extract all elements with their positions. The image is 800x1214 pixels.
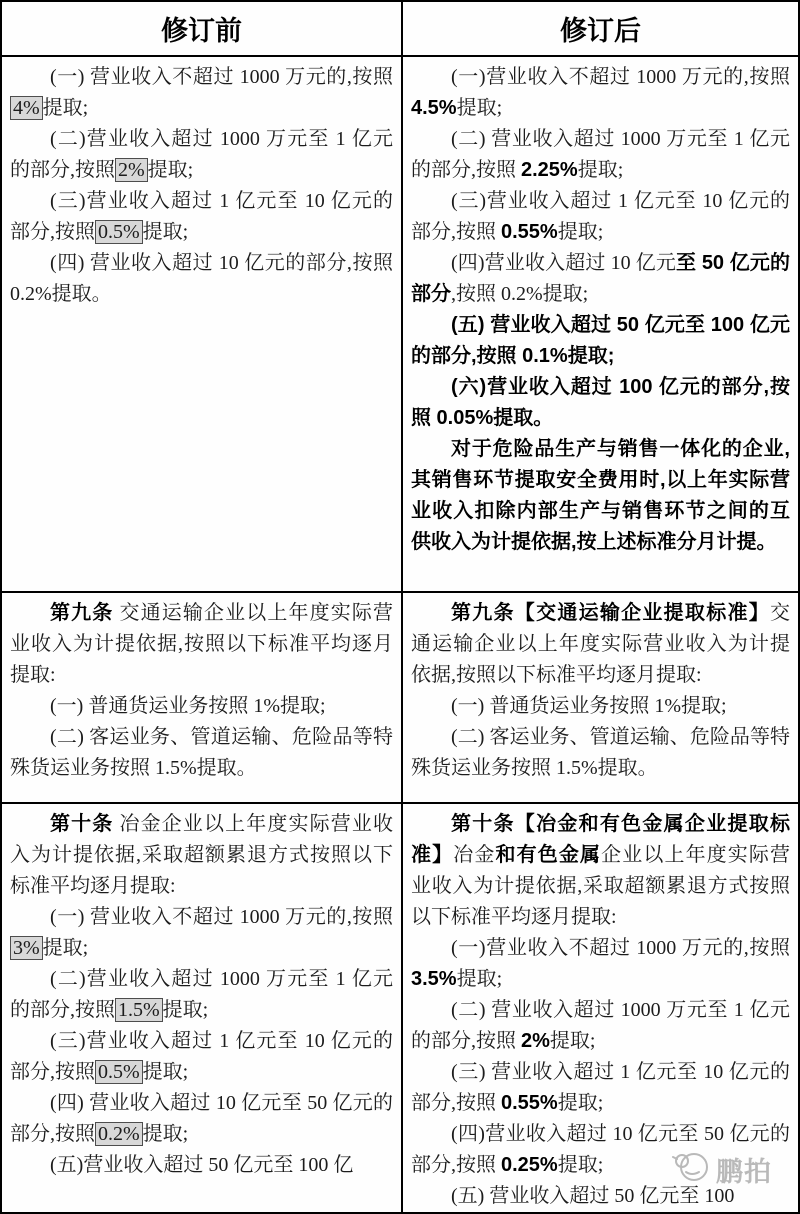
bold-revised-text: 0.25% xyxy=(501,1154,558,1176)
body-text: (二) 客运业务、管道运输、危险品等特殊货运业务按照 1.5%提取。 xyxy=(411,726,790,779)
bold-revised-text: 0.55% xyxy=(501,1092,558,1114)
body-text: (一)营业收入不超过 1000 万元的,按照 xyxy=(451,66,790,88)
column-header-before-label: 修订前 xyxy=(161,16,242,46)
body-text: (一)营业收入不超过 1000 万元的,按照 xyxy=(451,937,790,959)
body-text: 冶金企业以上年度实际营业收入为计提依据,采取超额累退方式按照以下标准平均逐月提取: xyxy=(10,813,393,897)
paragraph xyxy=(411,809,790,933)
cell-after-article10-metallurgy xyxy=(403,804,798,1212)
bold-revised-text: 对于危险品生产与销售一体化的企业,其销售环节提取安全费用时,以上年实际营业收入扣除内部生产与销售环节之间的互供收入为计提依据,按上述标准分月计提。 xyxy=(411,438,790,553)
body-text: 提取; xyxy=(162,999,209,1021)
column-header-after-label: 修订后 xyxy=(560,16,641,46)
paragraph xyxy=(411,691,790,722)
paragraph xyxy=(10,691,393,722)
body-text: 提取; xyxy=(147,159,194,181)
highlighted-rate-value: 0.2% xyxy=(98,1123,140,1145)
paragraph xyxy=(10,62,393,124)
paragraph xyxy=(411,1181,790,1212)
bold-revised-text: (五) 营业收入超过 50 亿元至 100 亿元的部分,按照 0.1%提取; xyxy=(411,314,790,367)
body-text: (二) 营业收入超过 1000 万元至 1 亿元的部分,按照 xyxy=(411,128,790,181)
body-text: 提取; xyxy=(456,968,503,990)
body-text: (三)营业收入超过 1 亿元至 10 亿元的部分,按照 xyxy=(411,190,790,243)
body-text: 提取; xyxy=(549,1030,596,1052)
paragraph xyxy=(10,964,393,1026)
paragraph xyxy=(10,902,393,964)
cell-before-article9-transport xyxy=(2,593,403,804)
paragraph xyxy=(411,1119,790,1181)
paragraph xyxy=(10,1026,393,1088)
paragraph xyxy=(10,1088,393,1150)
highlighted-rate-value: 4% xyxy=(13,97,40,119)
body-text: 提取; xyxy=(42,97,89,119)
bold-revised-text: 4.5% xyxy=(411,97,457,119)
highlighted-rate-value: 3% xyxy=(13,937,40,959)
bold-revised-text: 2% xyxy=(521,1030,550,1052)
bold-revised-text: 2.25% xyxy=(521,159,578,181)
bold-revised-text: (六)营业收入超过 100 亿元的部分,按照 0.05%提取。 xyxy=(411,376,790,429)
body-text: (三) 营业收入超过 1 亿元至 10 亿元的部分,按照 xyxy=(411,1061,790,1114)
paragraph xyxy=(411,62,790,124)
cell-before-article8-rates xyxy=(2,57,403,593)
body-text: 提取; xyxy=(557,221,604,243)
body-text: (四)营业收入超过 10 亿元 xyxy=(451,252,676,274)
paragraph xyxy=(10,598,393,691)
paragraph xyxy=(411,722,790,784)
body-text: 提取; xyxy=(42,937,89,959)
highlighted-rate-value: 0.5% xyxy=(98,221,140,243)
highlighted-rate-value: 1.5% xyxy=(118,999,160,1021)
paragraph xyxy=(411,933,790,995)
paragraph xyxy=(10,1150,393,1181)
body-text: (一) 营业收入不超过 1000 万元的,按照 xyxy=(50,66,393,88)
body-text: 提取; xyxy=(456,97,503,119)
paragraph xyxy=(411,372,790,434)
paragraph xyxy=(10,809,393,902)
paragraph xyxy=(411,248,790,310)
body-text: ,按照 0.2%提取; xyxy=(451,283,589,305)
body-text: (一) 普通货运业务按照 1%提取; xyxy=(50,695,326,717)
column-header-before xyxy=(2,2,403,57)
cell-after-article8-rates xyxy=(403,57,798,593)
body-text: 交通运输企业以上年度实际营业收入为计提依据,按照以下标准平均逐月提取: xyxy=(10,602,393,686)
bold-revised-text: 第九条【交通运输企业提取标准】 xyxy=(451,602,770,624)
body-text: (二) 营业收入超过 1000 万元至 1 亿元的部分,按照 xyxy=(411,999,790,1052)
bold-revised-text: 第十条 xyxy=(50,813,114,835)
column-header-after xyxy=(403,2,798,57)
highlighted-rate-value: 0.5% xyxy=(98,1061,140,1083)
body-text: 提取; xyxy=(577,159,624,181)
paragraph xyxy=(411,598,790,691)
body-text: 提取; xyxy=(142,1061,189,1083)
body-text: (三)营业收入超过 1 亿元至 10 亿元的部分,按照 xyxy=(10,1030,393,1083)
body-text: (四) 营业收入超过 10 亿元至 50 亿元的部分,按照 xyxy=(10,1092,393,1145)
body-text: 冶金 xyxy=(453,844,496,866)
body-text: 提取; xyxy=(557,1092,604,1114)
watermark-text: 鹏拍 xyxy=(716,1157,772,1187)
paragraph xyxy=(10,722,393,784)
bold-revised-text: 至 50 亿元的部分 xyxy=(411,252,791,305)
bold-revised-text: 第九条 xyxy=(50,602,114,624)
body-text: 提取; xyxy=(142,221,189,243)
body-text: 提取; xyxy=(142,1123,189,1145)
bold-revised-text: 0.55% xyxy=(501,221,558,243)
body-text: (四) 营业收入超过 10 亿元的部分,按照 0.2%提取。 xyxy=(10,252,393,305)
body-text: 企业以上年度实际营业收入为计提依据,采取超额累退方式按照以下标准平均逐月提取: xyxy=(411,844,791,928)
body-text: (一) 普通货运业务按照 1%提取; xyxy=(451,695,727,717)
paragraph xyxy=(411,310,790,372)
bold-revised-text: 3.5% xyxy=(411,968,457,990)
paragraph xyxy=(10,248,393,310)
cell-after-article9-transport xyxy=(403,593,798,804)
highlighted-rate-value: 2% xyxy=(118,159,145,181)
body-text: (五) 营业收入超过 50 亿元至 100 xyxy=(451,1185,735,1207)
body-text: (三)营业收入超过 1 亿元至 10 亿元的部分,按照 xyxy=(10,190,393,243)
paragraph xyxy=(411,1057,790,1119)
body-text: (五)营业收入超过 50 亿元至 100 亿 xyxy=(50,1154,354,1176)
bold-revised-text: 和有色金属 xyxy=(495,844,602,866)
paragraph xyxy=(411,186,790,248)
body-text: (二)营业收入超过 1000 万元至 1 亿元的部分,按照 xyxy=(10,968,393,1021)
bold-revised-text: 第十条【冶金和有色金属企业提取标准】 xyxy=(411,813,790,866)
body-text: (一) 营业收入不超过 1000 万元的,按照 xyxy=(50,906,393,928)
cell-before-article10-metallurgy xyxy=(2,804,403,1212)
paragraph xyxy=(411,995,790,1057)
paragraph xyxy=(10,186,393,248)
body-text: 提取; xyxy=(557,1154,604,1176)
paragraph xyxy=(411,124,790,186)
body-text: 交通运输企业以上年度实际营业收入为计提依据,按照以下标准平均逐月提取: xyxy=(411,602,790,686)
body-text: (二) 客运业务、管道运输、危险品等特殊货运业务按照 1.5%提取。 xyxy=(10,726,393,779)
paragraph xyxy=(411,434,790,558)
paragraph xyxy=(10,124,393,186)
body-text: (四)营业收入超过 10 亿元至 50 亿元的部分,按照 xyxy=(411,1123,790,1176)
body-text: (二)营业收入超过 1000 万元至 1 亿元的部分,按照 xyxy=(10,128,393,181)
